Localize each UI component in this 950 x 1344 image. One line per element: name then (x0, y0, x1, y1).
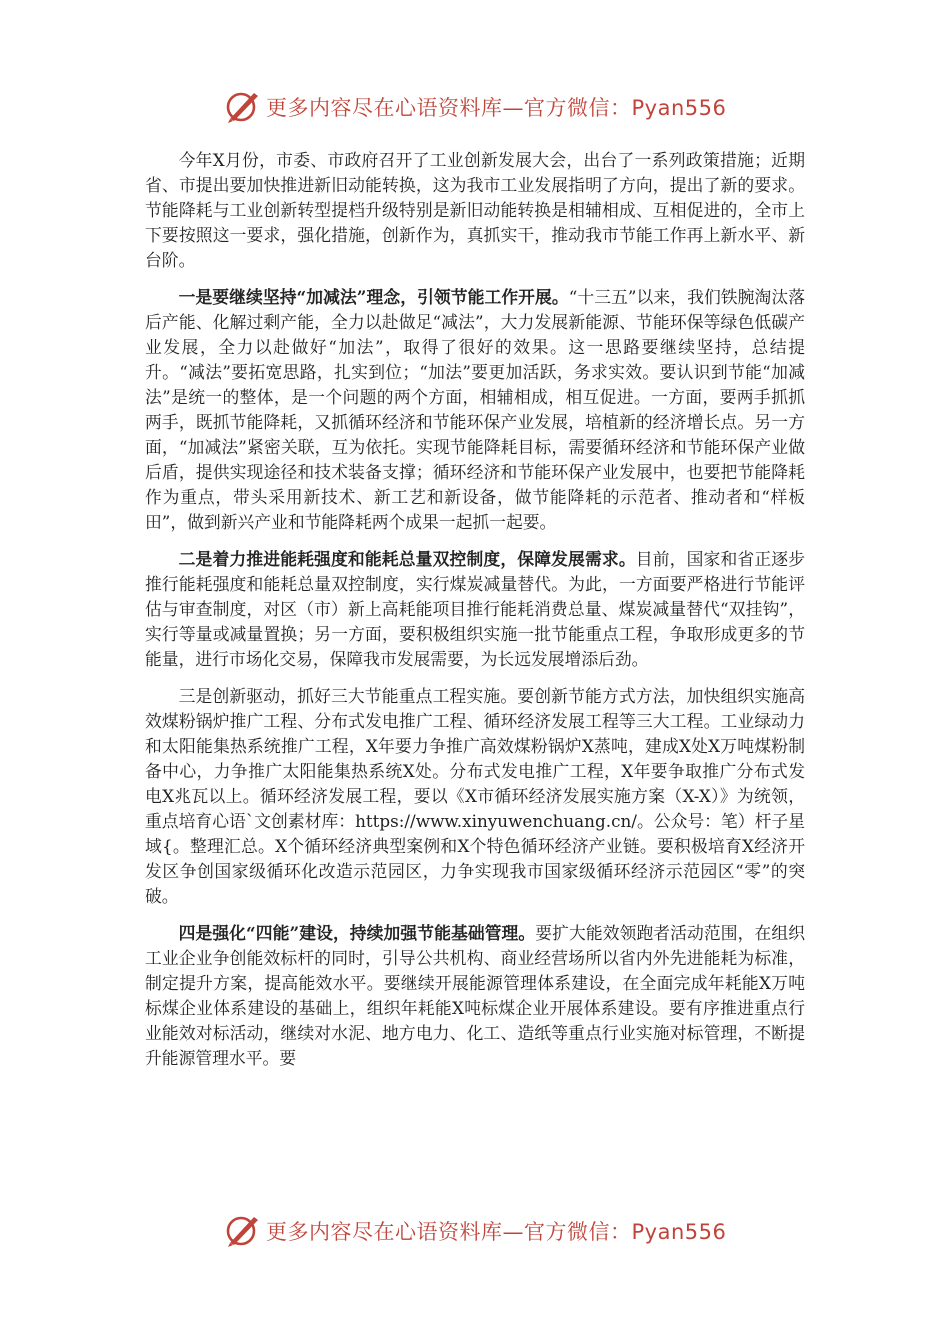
header-banner (0, 86, 950, 126)
paragraph-heading: 一是要继续坚持“加减法”理念，引领节能工作开展。 (178, 287, 569, 307)
pen-logo-icon (224, 88, 262, 124)
paragraph-intro: 今年X月份，市委、市政府召开了工业创新发展大会，出台了一系列政策措施；近期省、市提出要加快推进新旧动能转换，这为我市工业发展指明了方向，提出了新的要求。节能降耗与工业创新转型提档升级特别是新旧动能转换是相辅相成、互相促进的，全市上下要按照这一要求，强化措施，创新作为，真抓实干，推动我市节能工作再上新水平、新台阶。 (145, 150, 805, 270)
paragraph-point-2: 二是着力推进能耗强度和能耗总量双控制度，保障发展需求。目前，国家和省正逐步推行能耗强度和能耗总量双控制度，实行煤炭减量替代。为此，一方面要严格进行节能评估与审查制度，对区（市）新上高耗能项目推行能耗消费总量、煤炭减量替代“双挂钩”，实行等量或减量置换；另一方面，要积极组织实施一批节能重点工程，争取形成更多的节能量，进行市场化交易，保障我市发展需要，为长远发展增添后劲。 (145, 549, 805, 669)
footer-banner (0, 1210, 950, 1250)
paragraph-heading: 四是强化“四能”建设，持续加强节能基础管理。 (178, 923, 536, 943)
document-body (145, 148, 805, 1083)
banner-text: 更多内容尽在心语资料库—官方微信：Pyan556 (266, 96, 727, 120)
banner-text: 更多内容尽在心语资料库—官方微信：Pyan556 (266, 1220, 727, 1244)
paragraph-heading: 二是着力推进能耗强度和能耗总量双控制度，保障发展需求。 (178, 549, 636, 569)
paragraph-point-4: 四是强化“四能”建设，持续加强节能基础管理。要扩大能效领跑者活动范围，在组织工业企业争创能效标杆的同时，引导公共机构、商业经营场所以省内外先进能耗为标准，制定提升方案，提高能效水平。要继续开展能源管理体系建设，在全面完成年耗能X万吨标煤企业体系建设的基础上，组织年耗能X吨标煤企业开展体系建设。要有序推进重点行业能效对标活动，继续对水泥、地方电力、化工、造纸等重点行业实施对标管理，不断提升能源管理水平。要 (145, 923, 805, 1068)
pen-logo-icon (224, 1212, 262, 1248)
paragraph-point-1: 一是要继续坚持“加减法”理念，引领节能工作开展。“十三五”以来，我们铁腕淘汰落后产能、化解过剩产能，全力以赴做足“减法”，大力发展新能源、节能环保等绿色低碳产业发展，全力以赴做好“加法”，取得了很好的效果。这一思路要继续坚持，总结提升。“减法”要拓宽思路，扎实到位；“加法”要更加活跃，务求实效。要认识到节能“加减法”是统一的整体，是一个问题的两个方面，相辅相成，相互促进。一方面，要两手抓抓两手，既抓节能降耗，又抓循环经济和节能环保产业发展，培植新的经济增长点。另一方面，“加减法”紧密关联，互为依托。实现节能降耗目标，需要循环经济和节能环保产业做后盾，提供实现途径和技术装备支撑；循环经济和节能环保产业发展中，也要把节能降耗作为重点，带头采用新技术、新工艺和新设备，做节能降耗的示范者、推动者和“样板田”，做到新兴产业和节能降耗两个成果一起抓一起要。 (145, 287, 805, 532)
paragraph-point-3: 三是创新驱动，抓好三大节能重点工程实施。要创新节能方式方法，加快组织实施高效煤粉锅炉推广工程、分布式发电推广工程、循环经济发展工程等三大工程。工业绿动力和太阳能集热系统推广工程，X年要力争推广高效煤粉锅炉X蒸吨，建成X处X万吨煤粉制备中心，力争推广太阳能集热系统X处。分布式发电推广工程，X年要争取推广分布式发电X兆瓦以上。循环经济发展工程，要以《X市循环经济发展实施方案（X-X）》为统领，重点培育心语`文创素材库：https://www.xinyuwenchuang.cn/。公众号：笔）杆子星域{。整理汇总。X个循环经济典型案例和X个特色循环经济产业链。要积极培育X经济开发区争创国家级循环化改造示范园区，力争实现我市国家级循环经济示范园区“零”的突破。 (145, 686, 805, 906)
